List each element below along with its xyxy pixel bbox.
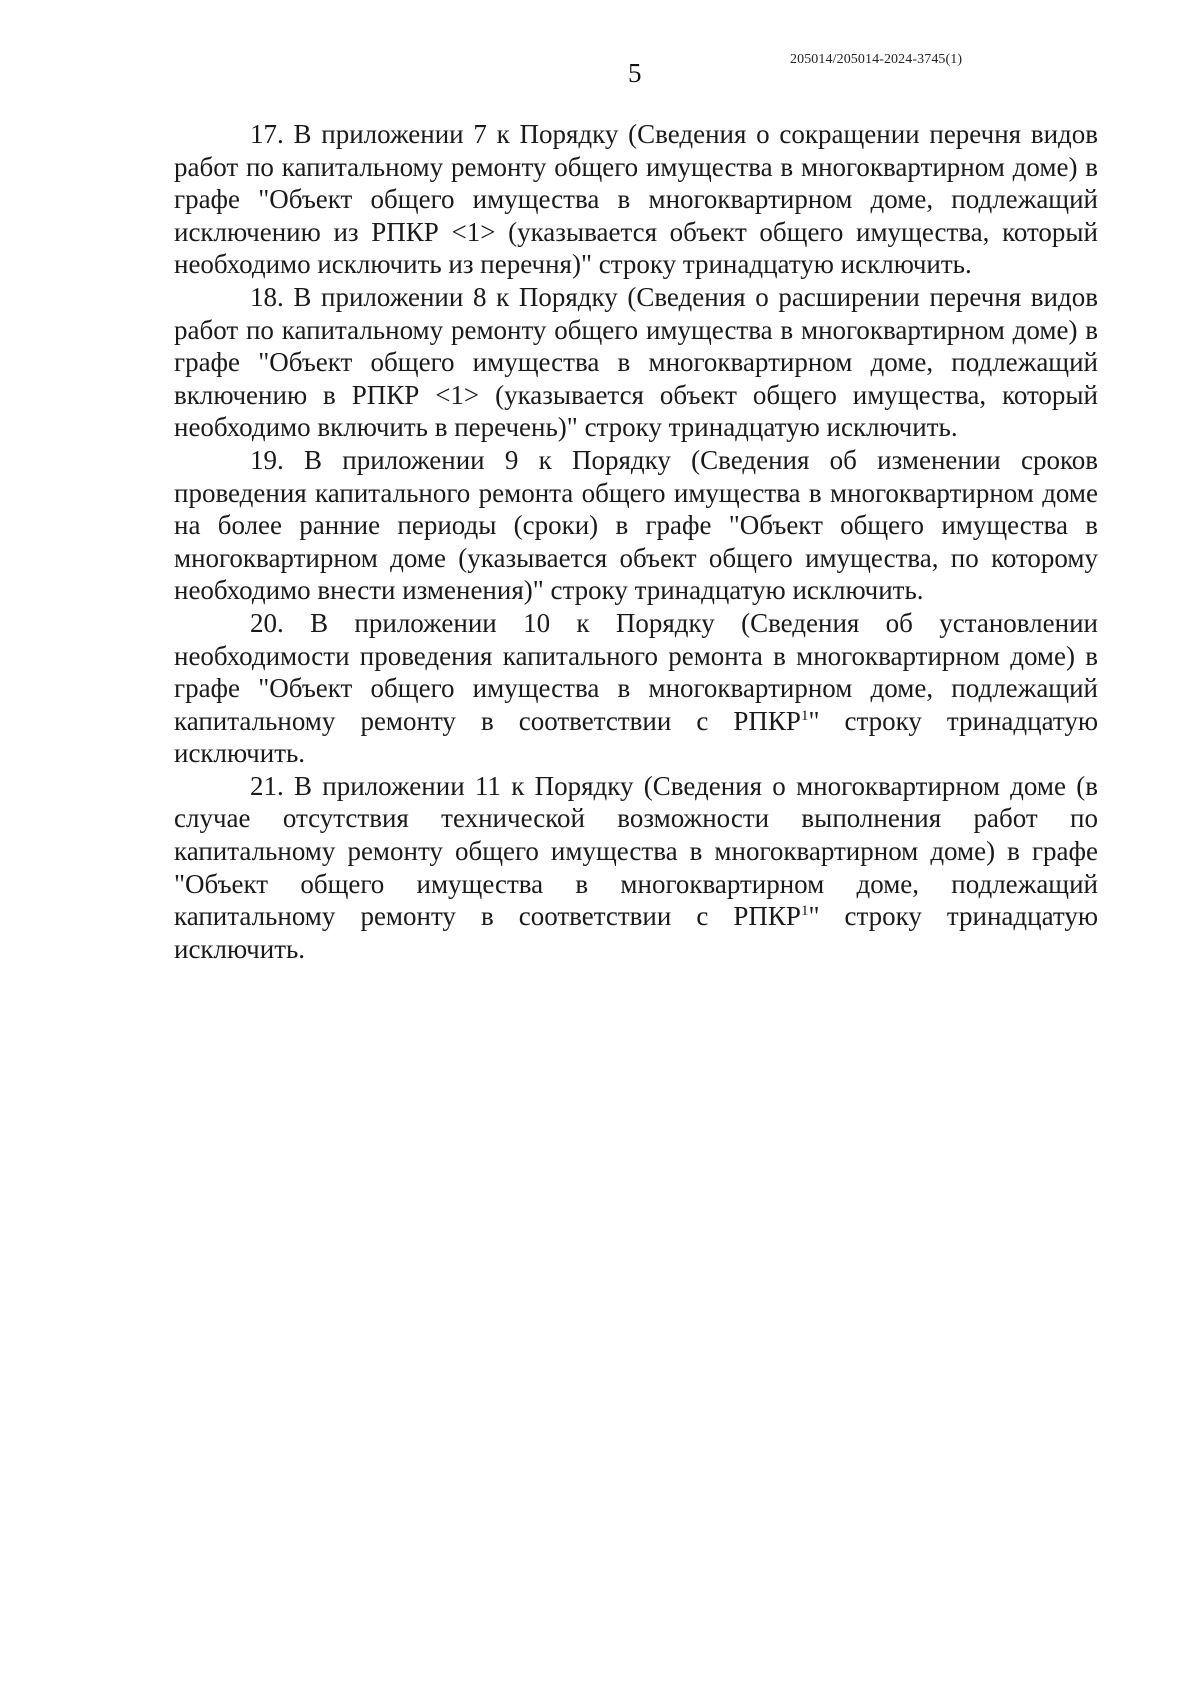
paragraph-20 — [174, 607, 1098, 770]
paragraph-21-tail: " строку тринадцатую исключить. — [174, 901, 1098, 964]
page-number: 5 — [628, 58, 642, 88]
footnote-marker: 1 — [800, 707, 809, 724]
paragraph-18: 18. В приложении 8 к Порядку (Сведения о расширении перечня видов работ по капитальному ремонту общего имущества в многоквартирном доме) в графе "Объект общего имущества в многоквартирном доме, подлежащий включению в РПКР <1> (указывается объект общего имущества, который необходимо включить в перечень)" строку тринадцатую исключить. — [174, 281, 1098, 443]
footnote-marker: 1 — [800, 903, 809, 920]
paragraph-17: 17. В приложении 7 к Порядку (Сведения о сокращении перечня видов работ по капитальному ремонту общего имущества в многоквартирном доме) в графе "Объект общего имущества в многоквартирном доме, подлежащий исключению из РПКР <1> (указывается объект общего имущества, который необходимо исключить из перечня)" строку тринадцатую исключить. — [174, 119, 1098, 280]
document-body — [174, 118, 1098, 965]
paragraph-21-text: 21. В приложении 11 к Порядку (Сведения о многоквартирном доме (в случае отсутствия технической возможности выполнения работ по капитальному ремонту общего имущества в многоквартирном доме) в графе "Объект общего имущества в многоквартирном доме, подлежащий капитальному ремонту в соответствии с РПКР — [174, 770, 1098, 932]
paragraph-20-text: 20. В приложении 10 к Порядку (Сведения об установлении необходимости проведения капитального ремонта в многоквартирном доме) в графе "Объект общего имущества в многоквартирном доме, подлежащий капитальному ремонту в соответствии с РПКР — [174, 607, 1098, 736]
paragraph-20-tail: " строку тринадцатую исключить. — [174, 705, 1098, 769]
paragraph-21 — [174, 770, 1098, 966]
document-id: 205014/205014-2024-3745(1) — [790, 52, 963, 67]
paragraph-19: 19. В приложении 9 к Порядку (Сведения об изменении сроков проведения капитального ремонта общего имущества в многоквартирном доме на более ранние периоды (сроки) в графе "Объект общего имущества в многоквартирном доме (указывается объект общего имущества, по которому необходимо внести изменения)" строку тринадцатую исключить. — [174, 444, 1098, 606]
